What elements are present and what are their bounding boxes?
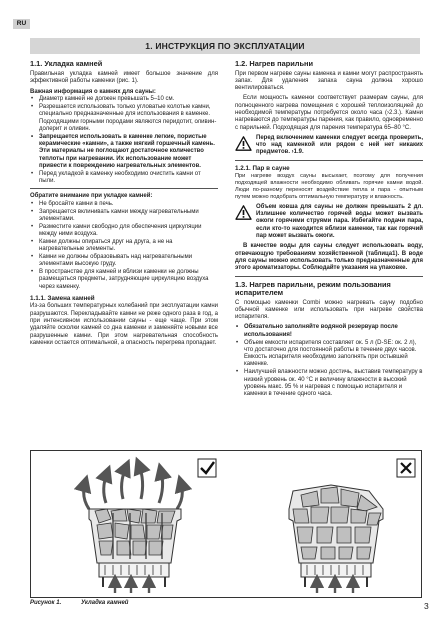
- section-1-2-1-title: 1.2.1. Пар в сауне: [235, 164, 290, 172]
- list-item: • Диаметр камней не должен превышать 5–10 см.: [30, 96, 218, 103]
- warning-objects-text: Перед включением каменки следует всегда проверить, что над каменкой или рядом с ней нет никаких предметов. ›1.9.: [256, 134, 423, 156]
- important-info-list: [30, 96, 218, 185]
- list-item: • Обязательно заполняйте водяной резервуар после использования!: [235, 324, 423, 339]
- section-1-2-title: 1.2. Нагрев парильни: [235, 59, 314, 68]
- warning-triangle-icon: [235, 205, 252, 220]
- divider: [30, 188, 218, 189]
- section-1-1-1-title: 1.1.1. Замена камней: [30, 294, 95, 302]
- warning-triangle-icon: [235, 136, 252, 151]
- list-item: • Не бросайте камни в печь.: [30, 201, 218, 208]
- section-1-2-para-1: При первом нагреве сауны каменка и камни могут распространять запах. Для удаления запаха сауна должна хорошо вентилироваться.: [235, 70, 423, 92]
- important-info-title: Важная информация о камнях для сауны:: [30, 89, 156, 96]
- stone-stacking-illustration: [31, 451, 421, 597]
- list-item: • Разместите камни свободно для обеспечения циркуляции между ними воздуха.: [30, 224, 218, 239]
- page-number: 3: [424, 601, 429, 611]
- section-1-2-para-2: Если мощность каменки соответствует размерам сауны, для полноценного нагрева помещения с хорошей теплоизоляцией до необходимой температуры потребуется около часа (›2.3.). Камни нагреваются до температуры парения, как правило, одновременно с парильней. Подходящая для парения температура 65–80 °С.: [235, 95, 424, 131]
- incorrect-cross-icon: [397, 459, 415, 477]
- divider: [235, 276, 423, 277]
- section-1-2-1-text: При нагреве воздух сауны высыхает, поэтому для получения подходящей влажности необходимо обливать горячие камни водой. Люди по-разному переносят воздействие тепла и пара - опытным путем можно подобрать оптимальную температуру и влажность.: [235, 173, 423, 200]
- list-item: • Камни должны опираться друг на друга, а не на нагревательные элементы.: [30, 239, 218, 254]
- list-item: • Запрещается использовать в каменке легкие, пористые керамические «камни», а также мягкий горшечный камень. Эти материалы не поглощают достаточное количество теплоты при нагревании. Их использование может привести к повреждению нагревательных элементов.: [30, 134, 218, 170]
- list-item: • Камни не должны образовывать над нагревательными элементами высокую груду.: [30, 254, 218, 269]
- water-quality-note: В качестве воды для сауны следует использовать воду, отвечающую требованиям хозяйственной (таблица1). В воде для сауны можно использовать только предназначенные для этого ароматизаторы. Соблюдайте указания на упаковке.: [235, 243, 423, 272]
- heat-flow-arrows: [84, 465, 183, 509]
- list-item: • Разрешается использовать только угловатые колотые камни, специально предназначенные для использования в каменке. Подходящими горными породами являются перидотит, оливин-долерит и оливин.: [30, 104, 218, 133]
- incorrect-stacking-heater: [289, 485, 383, 593]
- list-item: • Объем емкости испарителя составляет ок. 5 л (D-SE: ок. 2 л), что достаточно для постоянной работы в течение двух часов. Емкость испарителя необходимо заполнять при остывшей каменке.: [235, 340, 423, 369]
- warning-objects: [235, 135, 423, 157]
- language-tab: RU: [13, 19, 30, 29]
- list-item: • В пространстве для камней и вблизи каменки не должны размещаться предметы, затрудняющие циркуляцию воздуха через каменку.: [30, 269, 218, 291]
- left-column: [30, 60, 218, 350]
- figure-frame: [30, 450, 422, 598]
- section-1-3-intro: С помощью каменки Combi можно нагревать сауну подобно обычной каменке или использовать при нагреве свойства испарителя.: [235, 299, 423, 321]
- warning-ladle-text: Объем ковша для сауны не должен превышать 2 дл. Излишнее количество горячей воды может вызвать ожоги горячими струями пара. Избегайте подачи пара, если кто-то находится вблизи каменки, так как горячий пар может вызвать ожоги.: [256, 203, 423, 240]
- chapter-title: 1. ИНСТРУКЦИЯ ПО ЭКСПЛУАТАЦИИ: [30, 38, 420, 54]
- figure-title: Укладка камней: [80, 600, 129, 606]
- divider: [235, 160, 423, 161]
- list-item: • Запрещается вклинивать камни между нагревательными элементами.: [30, 209, 218, 224]
- attention-list: [30, 201, 218, 291]
- correct-stacking-heater: [84, 465, 183, 593]
- figure-number: Рисунок 1.: [30, 600, 62, 606]
- section-1-1-title: 1.1. Укладка камней: [30, 59, 103, 68]
- warning-ladle: [235, 204, 423, 240]
- list-item: • Наилучшей влажности можно достичь, выставив температуру в низкий уровень ок. 40 °C и величину влажности в высокий уровень макс. 95 % и нагревая с помощью испарителя и каменки в течение одного часа.: [235, 369, 423, 398]
- correct-check-icon: [198, 459, 216, 477]
- attention-title: Обратите внимание при укладке камней:: [30, 193, 153, 200]
- evaporator-list: [235, 324, 423, 398]
- list-item: • Перед укладкой в каменку необходимо очистить камни от пыли.: [30, 171, 218, 186]
- section-1-1-1-text: Из-за больших температурных колебаний при эксплуатации камни разрушаются. Перекладывайте камни не реже одного раза в год, а при интенсивном использовании сауны - еще чаще. При этом удаляйте осколки камней со дна каменки и заменяйте новыми все разрушенные камни. При этом нагревательная способность каменки остается оптимальной, а опасность перегрева пропадает.: [30, 303, 218, 346]
- figure-caption: [30, 600, 146, 606]
- right-column: [235, 60, 423, 400]
- section-1-1-intro: Правильная укладка камней имеет большое значение для эффективной работы каменки (рис. 1).: [30, 70, 218, 84]
- section-1-3-title: 1.3. Нагрев парильни, режим пользования испарителем: [235, 279, 391, 298]
